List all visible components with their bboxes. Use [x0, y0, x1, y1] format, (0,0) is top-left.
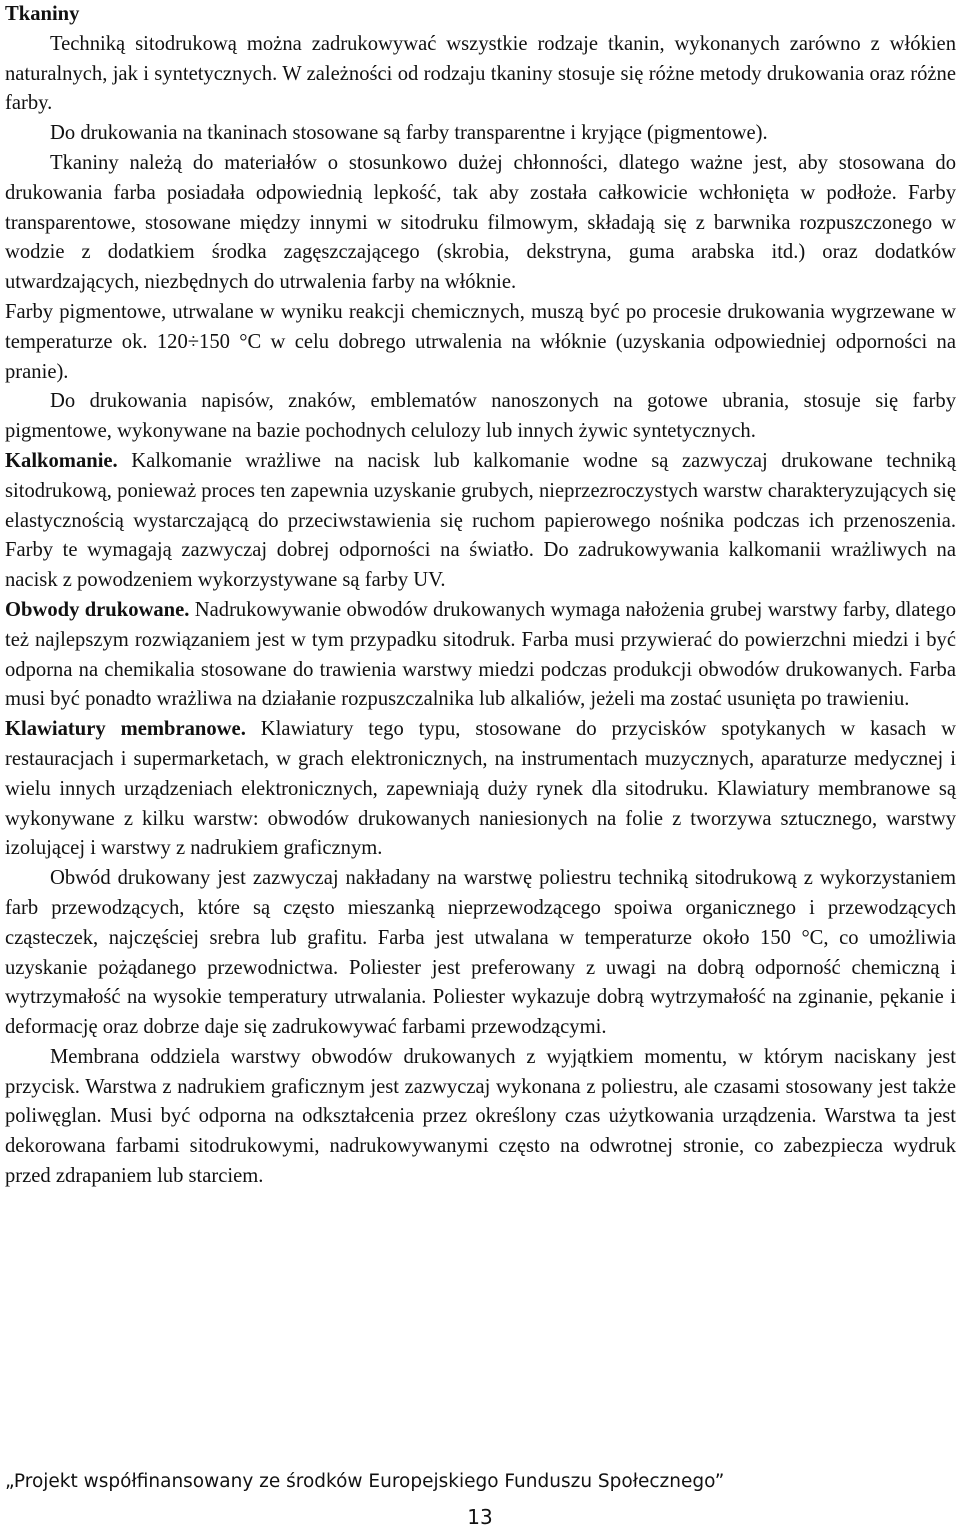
decals-title: Kalkomanie. [5, 449, 118, 472]
circuits-title: Obwody drukowane. [5, 598, 190, 621]
paragraph-decals [5, 447, 956, 596]
page-number: 13 [467, 1505, 493, 1529]
paragraph-intro: Techniką sitodrukową można zadrukowywać wszystkie rodzaje tkanin, wykonanych zarówno z włókien naturalnych, jak i syntetycznych. W zależności od rodzaju tkaniny stosuje się różne metody drukowania oraz różne farby. [5, 32, 956, 115]
paragraph-circuit-printing: Obwód drukowany jest zazwyczaj nakładany na warstwę poliestru techniką sitodrukową z wykorzystaniem farb przewodzących, które są często mieszanką nieprzewodzącego spoiwa organicznego i przewodzących cząsteczek, najczęściej srebra lub grafitu. Farba jest utwalana w temperaturze około 150 °C, co umożliwia uzyskanie pożądanego przewodnictwa. Poliester jest preferowany z uwagi na dobrą odporność chemiczną i wytrzymałość na wysokie temperatury utrwalania. Poliester wykazuje dobrą wytrzymałość na zginanie, pękanie i deformację oraz dobrze daje się zadrukowywać farbami przewodzącymi. [5, 867, 956, 1039]
keyboards-title: Klawiatury membranowe. [5, 718, 246, 741]
paragraph-circuits [5, 596, 956, 715]
section-heading: Tkaniny [5, 3, 80, 25]
decals-text: Kalkomanie wrażliwe na nacisk lub kalkomanie wodne są zazwyczaj drukowane techniką sitodrukową, ponieważ proces ten zapewnia uzyskanie grubych, nieprzezroczystych warstw charakteryzujących się elastycznością wystarczającą do przeciwstawienia się ruchom papierowego nośnika podczas ich przenoszenia. Farby te wymagają zazwyczaj dobrej odporności na światło. Do zadrukowywania kalkomanii wrażliwych na nacisk z powodzeniem wykorzystywane są farby UV. [5, 449, 956, 592]
paragraph-garments: Do drukowania napisów, znaków, emblematów nanoszonych na gotowe ubrania, stosuje się farby pigmentowe, wykonywane na bazie pochodnych celulozy lub innych żywic syntetycznych. [5, 390, 956, 443]
paragraph-absorbency: Tkaniny należą do materiałów o stosunkowo dużej chłonności, dlatego ważne jest, aby stosowana do drukowania farba posiadała odpowiednią lepkość, tak aby została całkowicie wchłonięta w podłoże. Farby transparentowe, stosowane między innymi w sitodruku filmowym, składają się z barwnika rozpuszczonego w wodzie z dodatkiem środka zagęszczającego (skrobia, dekstryna, guma arabska itd.) oraz dodatków utwardzających, niezbędnych do utrwalenia farby na włóknie. [5, 151, 956, 294]
paragraph-membrane: Membrana oddziela warstwy obwodów drukowanych z wyjątkiem momentu, w którym naciskany jest przycisk. Warstwa z nadrukiem graficznym jest zazwyczaj wykonana z poliestru, ale czasami stosowany jest także poliwęglan. Musi być odporna na odkształcenia przez określony czas użytkowania urządzenia. Warstwa ta jest dekorowana farbami sitodrukowymi, nadrukowywanymi często na odwrotnej stronie, co zabezpiecza wydruk przed zdrapaniem lub starciem. [5, 1045, 956, 1188]
footer-funding-note: „Projekt współfinansowany ze środków Europejskiego Funduszu Społecznego” [5, 1471, 725, 1492]
circuits-text: Nadrukowywanie obwodów drukowanych wymaga nałożenia grubej warstwy farby, dlatego też najlepszym rozwiązaniem jest w tym przypadku sitodruk. Farba musi przywierać do powierzchni miedzi i być odporna na chemikalia stosowane do trawienia warstwy miedzi podczas produkcji obwodów drukowanych. Farba musi być ponadto wrażliwa na działanie rozpuszczalnika lub alkaliów, jeżeli ma zostać usunięta po trawieniu. [5, 598, 957, 711]
paragraph-inks: Do drukowania na tkaninach stosowane są farby transparentne i kryjące (pigmentowe). [50, 122, 768, 145]
paragraph-pigment-inks: Farby pigmentowe, utrwalane w wyniku reakcji chemicznych, muszą być po procesie drukowania wygrzewane w temperaturze ok. 120÷150 °C w celu dobrego utrwalenia na włóknie (uzyskania odpowiedniej odporności na pranie). [5, 300, 956, 383]
paragraph-keyboards [5, 715, 956, 864]
keyboards-text: Klawiatury tego typu, stosowane do przycisków spotykanych w kasach w restauracjach i supermarketach, w grach elektronicznych, na instrumentach muzycznych, aparaturze medycznej i wielu innych urządzeniach elektronicznych, zapewniają duży rynek dla sitodruku. Klawiatury membranowe są wykonywane z kilku warstw: obwodów drukowanych naniesionych na folie z tworzywa sztucznego, warstwy izolującej i warstwy z nadrukiem graficznym. [5, 718, 956, 860]
